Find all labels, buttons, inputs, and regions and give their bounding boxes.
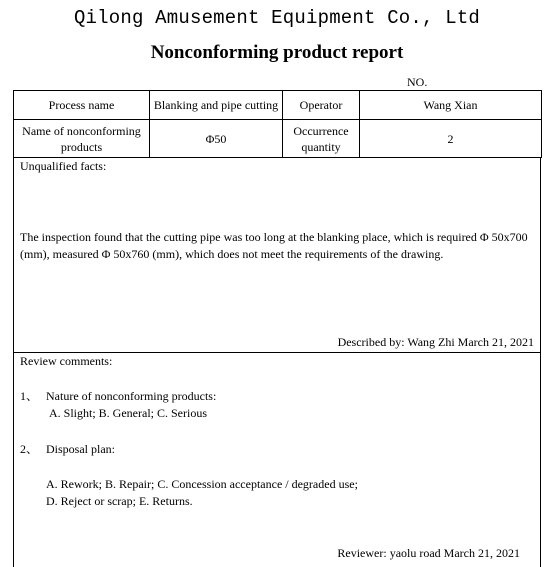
product-name-label: [14, 120, 150, 158]
item1-title: Nature of nonconforming products:: [46, 389, 217, 403]
review-comments-section: [13, 352, 541, 567]
item2-number: 2、: [20, 442, 39, 456]
facts-line-1: The inspection found that the cutting pipe was too long at the blanking place, which is required Φ 50x700: [20, 230, 528, 244]
operator-label: Operator: [283, 91, 360, 120]
quantity-label: [283, 120, 360, 158]
review-signature: Reviewer: yaolu road March 21, 2021: [337, 546, 520, 560]
review-label: Review comments:: [20, 354, 113, 368]
product-name-label-line2: products: [60, 139, 103, 154]
report-number-label: NO.: [407, 75, 428, 89]
process-name-value: Blanking and pipe cutting: [150, 91, 283, 120]
item1-number: 1、: [20, 389, 39, 403]
facts-line-2: (mm), measured Φ 50x760 (mm), which does not meet the requirements of the drawing.: [20, 247, 444, 261]
quantity-label-line2: quantity: [301, 139, 341, 154]
table-row: [14, 120, 542, 158]
item2-options-line-1: A. Rework; B. Repair; C. Concession acceptance / degraded use;: [46, 477, 358, 491]
product-name-label-line1: Name of nonconforming: [22, 123, 141, 138]
quantity-label-line1: Occurrence: [293, 123, 349, 138]
report-header-table: [13, 90, 542, 158]
item2-options-line-2: D. Reject or scrap; E. Returns.: [46, 494, 193, 508]
product-name-value: Φ50: [150, 120, 283, 158]
item1-options: A. Slight; B. General; C. Serious: [49, 406, 207, 420]
process-name-label: Process name: [14, 91, 150, 120]
operator-value: Wang Xian: [360, 91, 542, 120]
table-row: [14, 91, 542, 120]
quantity-value: 2: [360, 120, 542, 158]
company-name: Qilong Amusement Equipment Co., Ltd: [73, 7, 481, 29]
report-title: Nonconforming product report: [150, 42, 404, 63]
facts-label: Unqualified facts:: [20, 159, 107, 173]
item2-title: Disposal plan:: [46, 442, 115, 456]
unqualified-facts-section: [13, 157, 541, 353]
facts-signature: Described by: Wang Zhi March 21, 2021: [337, 335, 534, 349]
